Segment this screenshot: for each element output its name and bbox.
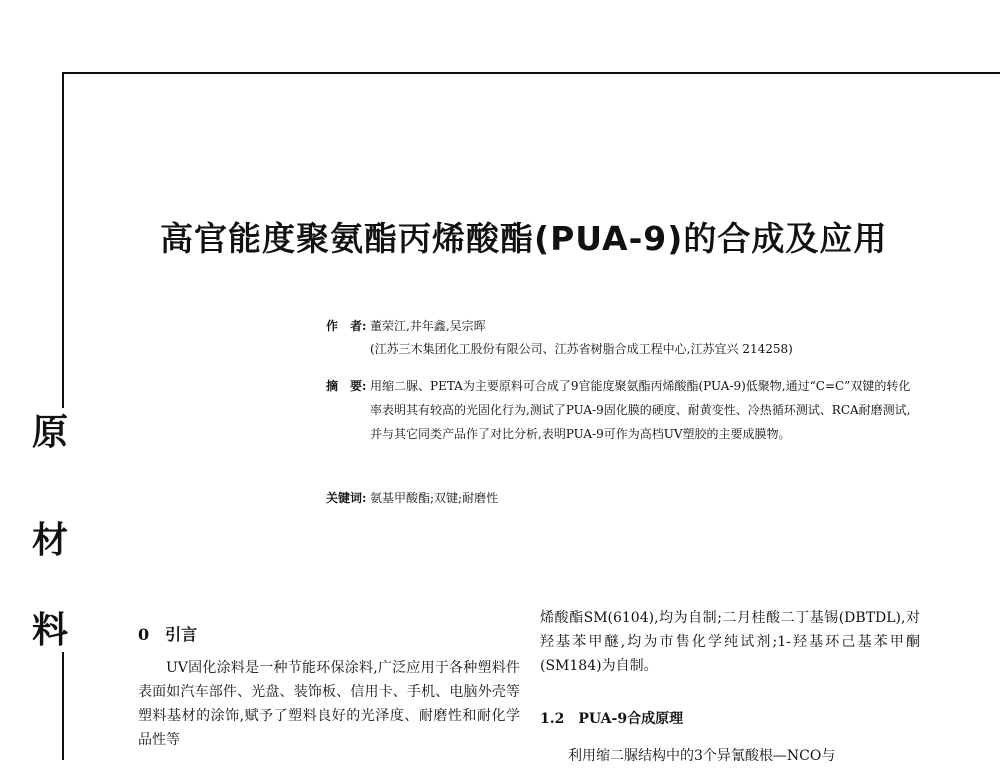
side-label-char: 原	[32, 411, 69, 453]
right-column-body	[540, 744, 920, 768]
side-label-char: 材	[32, 519, 69, 561]
section-1-2-heading: 1.2 PUA-9合成原理	[540, 711, 684, 727]
intro-heading: 0 引言	[138, 625, 198, 644]
synthesis-paragraph: 利用缩二脲结构中的3个异氰酸根—NCO与	[568, 748, 836, 764]
intro-column	[138, 656, 520, 752]
top-rule	[62, 72, 1000, 74]
continuation-paragraph: 烯酸酯SM(6104),均为自制;二月桂酸二丁基锡(DBTDL),对羟基苯甲醚,均为市售化学纯试剂;1-羟基环己基苯甲酮(SM184)为自制。	[540, 610, 920, 674]
right-column-continuation	[540, 606, 920, 678]
keywords-label: 关键词:	[326, 491, 367, 505]
intro-paragraph: UV固化涂料是一种节能环保涂料,广泛应用于各种塑料件表面如汽车部件、光盘、装饰板、信用卡、手机、电脑外壳等塑料基材的涂饰,赋予了塑料良好的光泽度、耐磨性和耐化学品性等	[138, 660, 520, 748]
left-rule-upper	[62, 72, 64, 408]
authors-names: 董荣江,井年鑫,吴宗晖	[370, 319, 486, 333]
paper-title: 高官能度聚氨酯丙烯酸酯(PUA-9)的合成及应用	[160, 219, 888, 258]
authors-label: 作 者:	[326, 319, 367, 333]
left-rule-lower	[62, 652, 64, 760]
abstract-label: 摘 要:	[326, 379, 367, 393]
keywords-text: 氨基甲酸酯;双键;耐磨性	[370, 491, 499, 505]
side-label-char: 料	[32, 609, 69, 651]
abstract-text: 用缩二脲、PETA为主要原料可合成了9官能度聚氨酯丙烯酸酯(PUA-9)低聚物,通过“C=C”双键的转化率表明其有较高的光固化行为,测试了PUA-9固化膜的硬度、耐黄变性、冷热循环测试、RCA耐磨测试,并与其它同类产品作了对比分析,表明PUA-9可作为高档UV塑胶的主要成膜物。	[370, 379, 911, 441]
affiliation: (江苏三木集团化工股份有限公司、江苏省树脂合成工程中心,江苏宜兴 214258)	[370, 342, 793, 356]
